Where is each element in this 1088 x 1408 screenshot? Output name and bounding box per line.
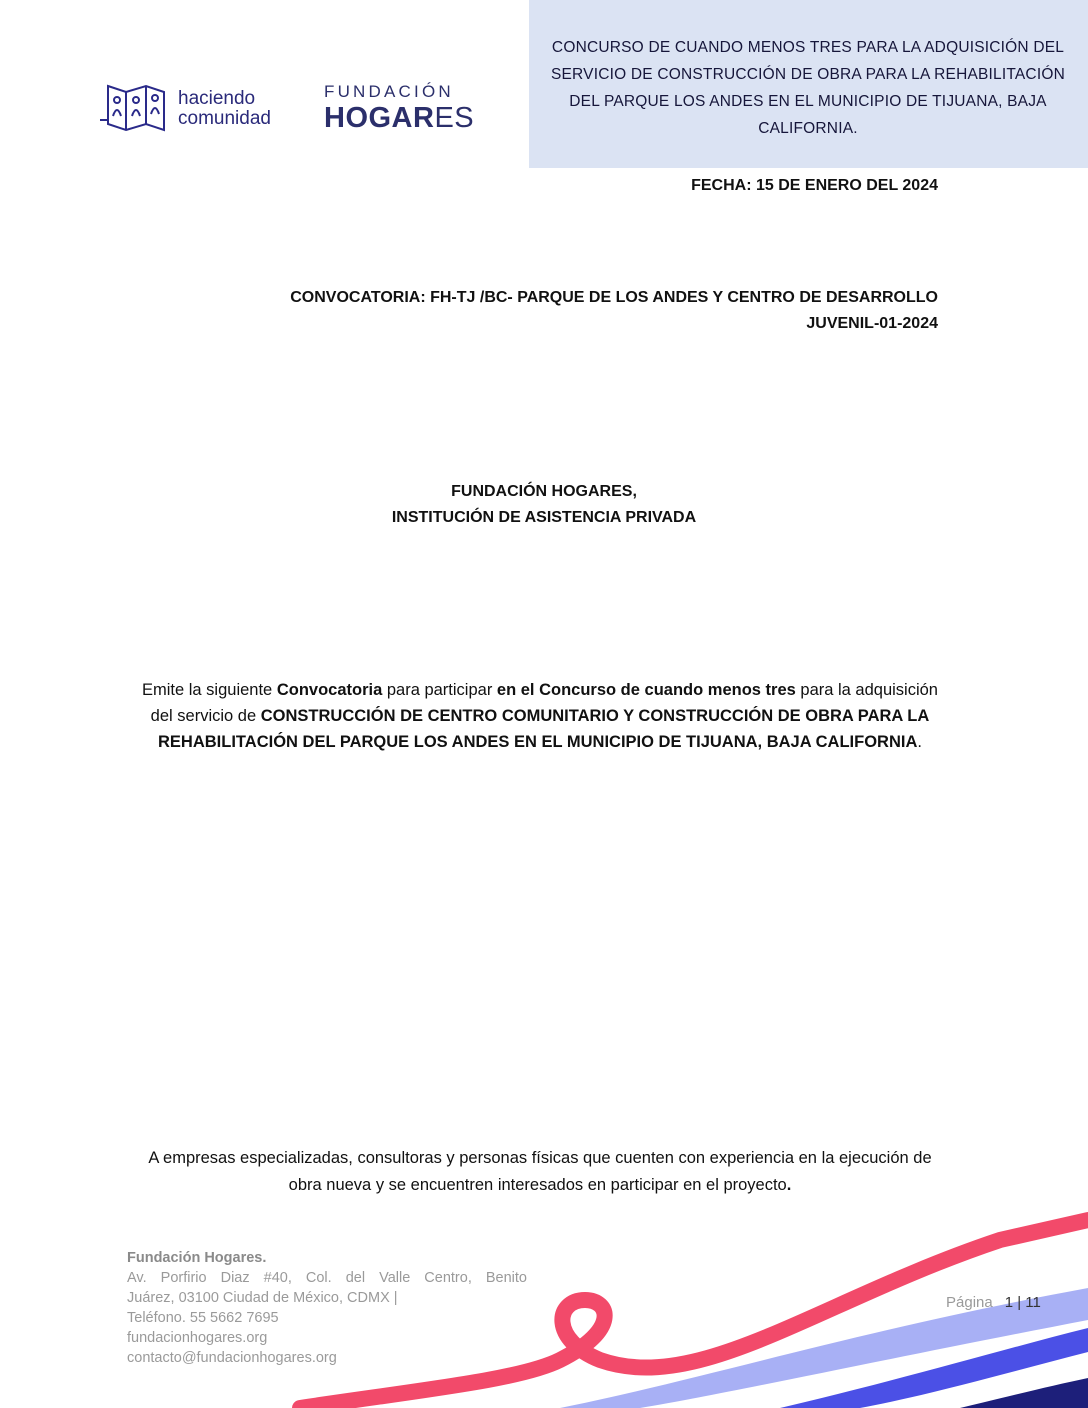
footer-email[interactable]: contacto@fundacionhogares.org [127,1350,337,1366]
footer-address-1: Av. Porfirio Diaz #40, Col. del Valle Centro, Benito [127,1270,527,1286]
convocatoria-line-1: CONVOCATORIA: FH-TJ /BC- PARQUE DE LOS ANDES Y CENTRO DE DESARROLLO [290,289,938,306]
footer-phone: Teléfono. 55 5662 7695 [127,1310,279,1326]
closing-paragraph: A empresas especializadas, consultoras y personas físicas que cuenten con experiencia en la ejecución de obra nueva y se encuentren interesados en participar en el proyecto. [148,1149,932,1194]
logo-hogares-text: HOGARES [324,102,475,134]
fundacion-hogares-logo [324,82,484,136]
organization-line-1: FUNDACIÓN HOGARES, [451,483,637,500]
logo-comunidad-text: comunidad [178,108,271,129]
footer-contact [127,1248,527,1368]
document-date: FECHA: 15 DE ENERO DEL 2024 [691,177,938,194]
logo-haciendo-text: haciendo [178,88,256,109]
logo-fundacion-text: FUNDACIÓN [324,82,454,101]
footer-address-2: Juárez, 03100 Ciudad de México, CDMX | [127,1290,398,1306]
footer-website[interactable]: fundacionhogares.org [127,1330,268,1346]
document-title: CONCURSO DE CUANDO MENOS TRES PARA LA ADQUISICIÓN DEL SERVICIO DE CONSTRUCCIÓN DE OBRA PARA LA REHABILITACIÓN DEL PARQUE LOS ANDES EN EL MUNICIPIO DE TIJUANA, BAJA CALIFORNIA. [550,39,1065,137]
page-number: Página 1 | 11 [946,1294,1041,1311]
footer-org-name: Fundación Hogares. [127,1250,267,1266]
organization-line-2: INSTITUCIÓN DE ASISTENCIA PRIVADA [391,509,697,526]
intro-paragraph: Emite la siguiente Convocatoria para participar en el Concurso de cuando menos tres para la adquisición del servicio de CONSTRUCCIÓN DE CENTRO COMUNITARIO Y CONSTRUCCIÓN DE OBRA PARA LA REHABILITACIÓN DEL PARQUE LOS ANDES EN EL MUNICIPIO DE TIJUANA, BAJA CALIFORNIA. [142,681,938,751]
convocatoria-reference [218,285,938,337]
convocatoria-line-2: JUVENIL-01-2024 [806,315,938,332]
haciendo-comunidad-logo [100,80,290,134]
community-people-icon [100,82,172,132]
organization-name [0,479,1088,531]
